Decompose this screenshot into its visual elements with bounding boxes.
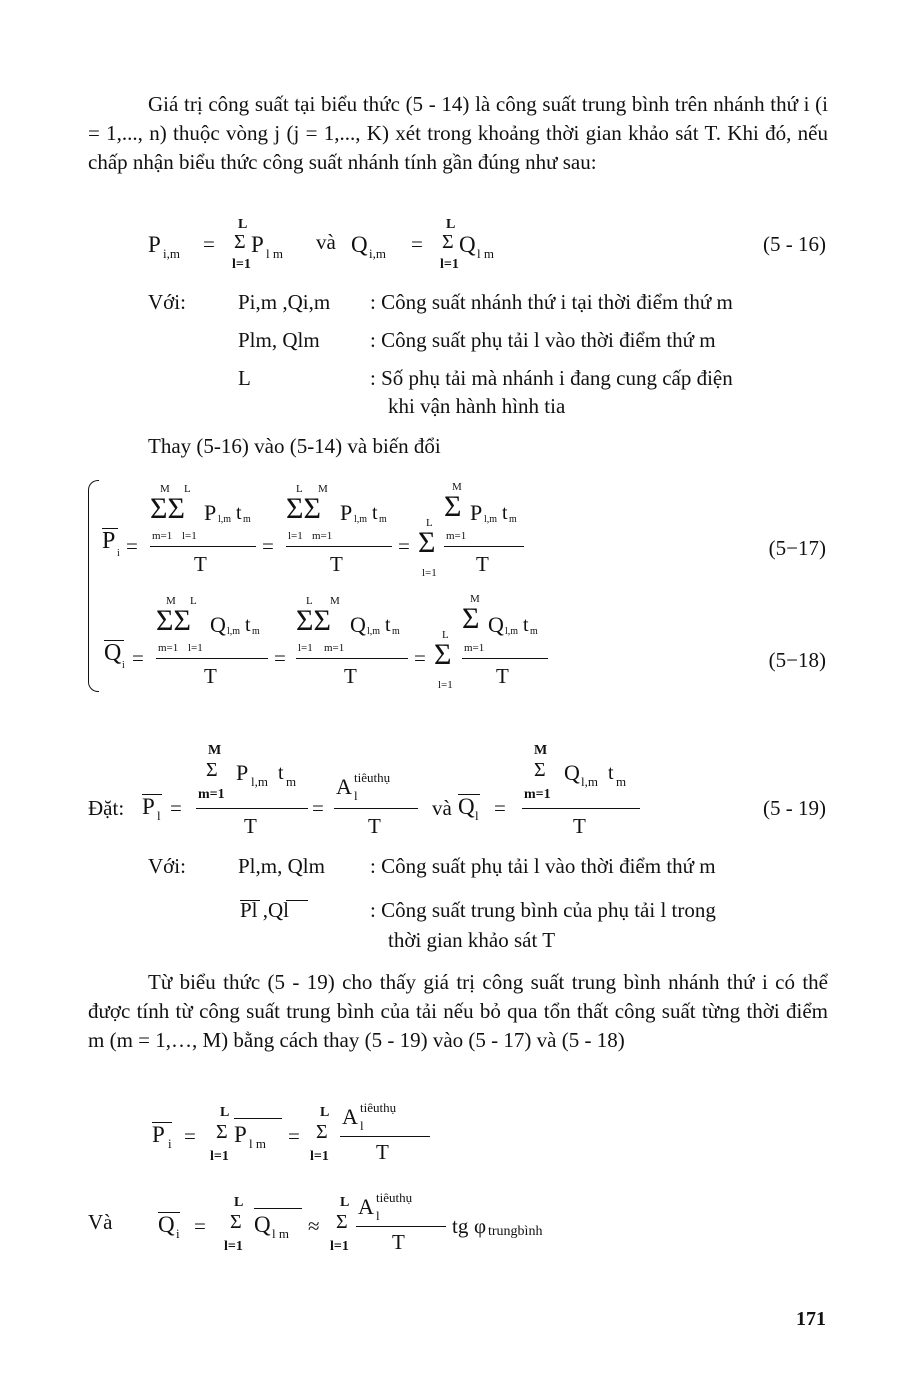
definition-label: Với:	[148, 854, 186, 878]
definition-symbol: Pl ,Ql	[240, 898, 290, 922]
equation-5-16: P i,m = L Σ l=1 P l m và Q i,m = L Σ l=1 Q l m	[148, 217, 494, 272]
overbar	[286, 900, 308, 901]
definition-text-cont: thời gian khảo sát T	[388, 928, 556, 952]
definition-symbol: Plm, Qlm	[238, 328, 320, 352]
definition-text: : Công suất phụ tải l vào thời điểm thứ m	[370, 328, 716, 352]
definition-text-cont: khi vận hành hình tia	[388, 394, 566, 418]
equation-number-5-17: (5−17)	[768, 536, 826, 560]
definition-label: Với:	[148, 290, 186, 314]
definition-symbol: Pl,m, Qlm	[238, 854, 325, 878]
equation-number-5-19: (5 - 19)	[763, 796, 826, 820]
equation-number-5-16: (5 - 16)	[763, 232, 826, 256]
definition-symbol: L	[238, 366, 251, 390]
definition-text: : Công suất trung bình của phụ tải l trong	[370, 898, 716, 922]
equation-5-19: Đặt: P l = M Σ m=1 P l,m t m T = A tiêuthụ l T và Q l = M Σ m=1 Q l,m t m T	[88, 742, 688, 842]
page-number: 171	[796, 1308, 826, 1330]
definition-symbol: Pi,m ,Qi,m	[238, 290, 331, 314]
system-brace	[88, 480, 99, 692]
and-label: Và	[88, 1210, 113, 1234]
paragraph-2: Thay (5-16) vào (5-14) và biến đổi	[148, 434, 441, 458]
overbar	[240, 900, 260, 901]
paragraph-1: Giá trị công suất tại biểu thức (5 - 14) là công suất trung bình trên nhánh thứ i (i = 1,..., n) thuộc vòng j (j = 1,..., K) xét trong khoảng thời gian khảo sát T. Khi đó, nếu chấp nhận biểu thức công suất nhánh tính gần đúng như sau:	[88, 92, 828, 174]
definition-text: : Công suất phụ tải l vào thời điểm thứ m	[370, 854, 716, 878]
equation-5-17: P i = M L ΣΣ m=1 l=1 P l,m t m T = L M ΣΣ l=1 m=1 P l,m t m T = L Σ l=1 M Σ m=1 P l,m t m T	[100, 478, 560, 588]
equation-number-5-18: (5−18)	[768, 648, 826, 672]
definition-text: : Số phụ tải mà nhánh i đang cung cấp điện	[370, 366, 733, 390]
equation-5-18: Q i = M L ΣΣ m=1 l=1 Q l,m t m T = L M ΣΣ l=1 m=1 Q l,m t m T = L Σ l=1 M Σ m=1 Q l,m t m T	[100, 590, 560, 700]
equation-average-Q: Q i = L Σ l=1 Q l m ≈ L Σ l=1 A tiêuthụ l T tg φ trungbình	[158, 1190, 543, 1254]
paragraph-3: Từ biểu thức (5 - 19) cho thấy giá trị công suất trung bình nhánh thứ i có thể được tính từ công suất trung bình của tải nếu bỏ qua tổn thất công suất từng thời điểm m (m = 1,…, M) bằng cách thay (5 - 19) vào (5 - 17) và (5 - 18)	[88, 970, 828, 1052]
equation-average-P: P i = L Σ l=1 P l m = L Σ l=1 A tiêuthụ l T	[148, 1098, 468, 1174]
definition-text: : Công suất nhánh thứ i tại thời điểm thứ m	[370, 290, 733, 314]
